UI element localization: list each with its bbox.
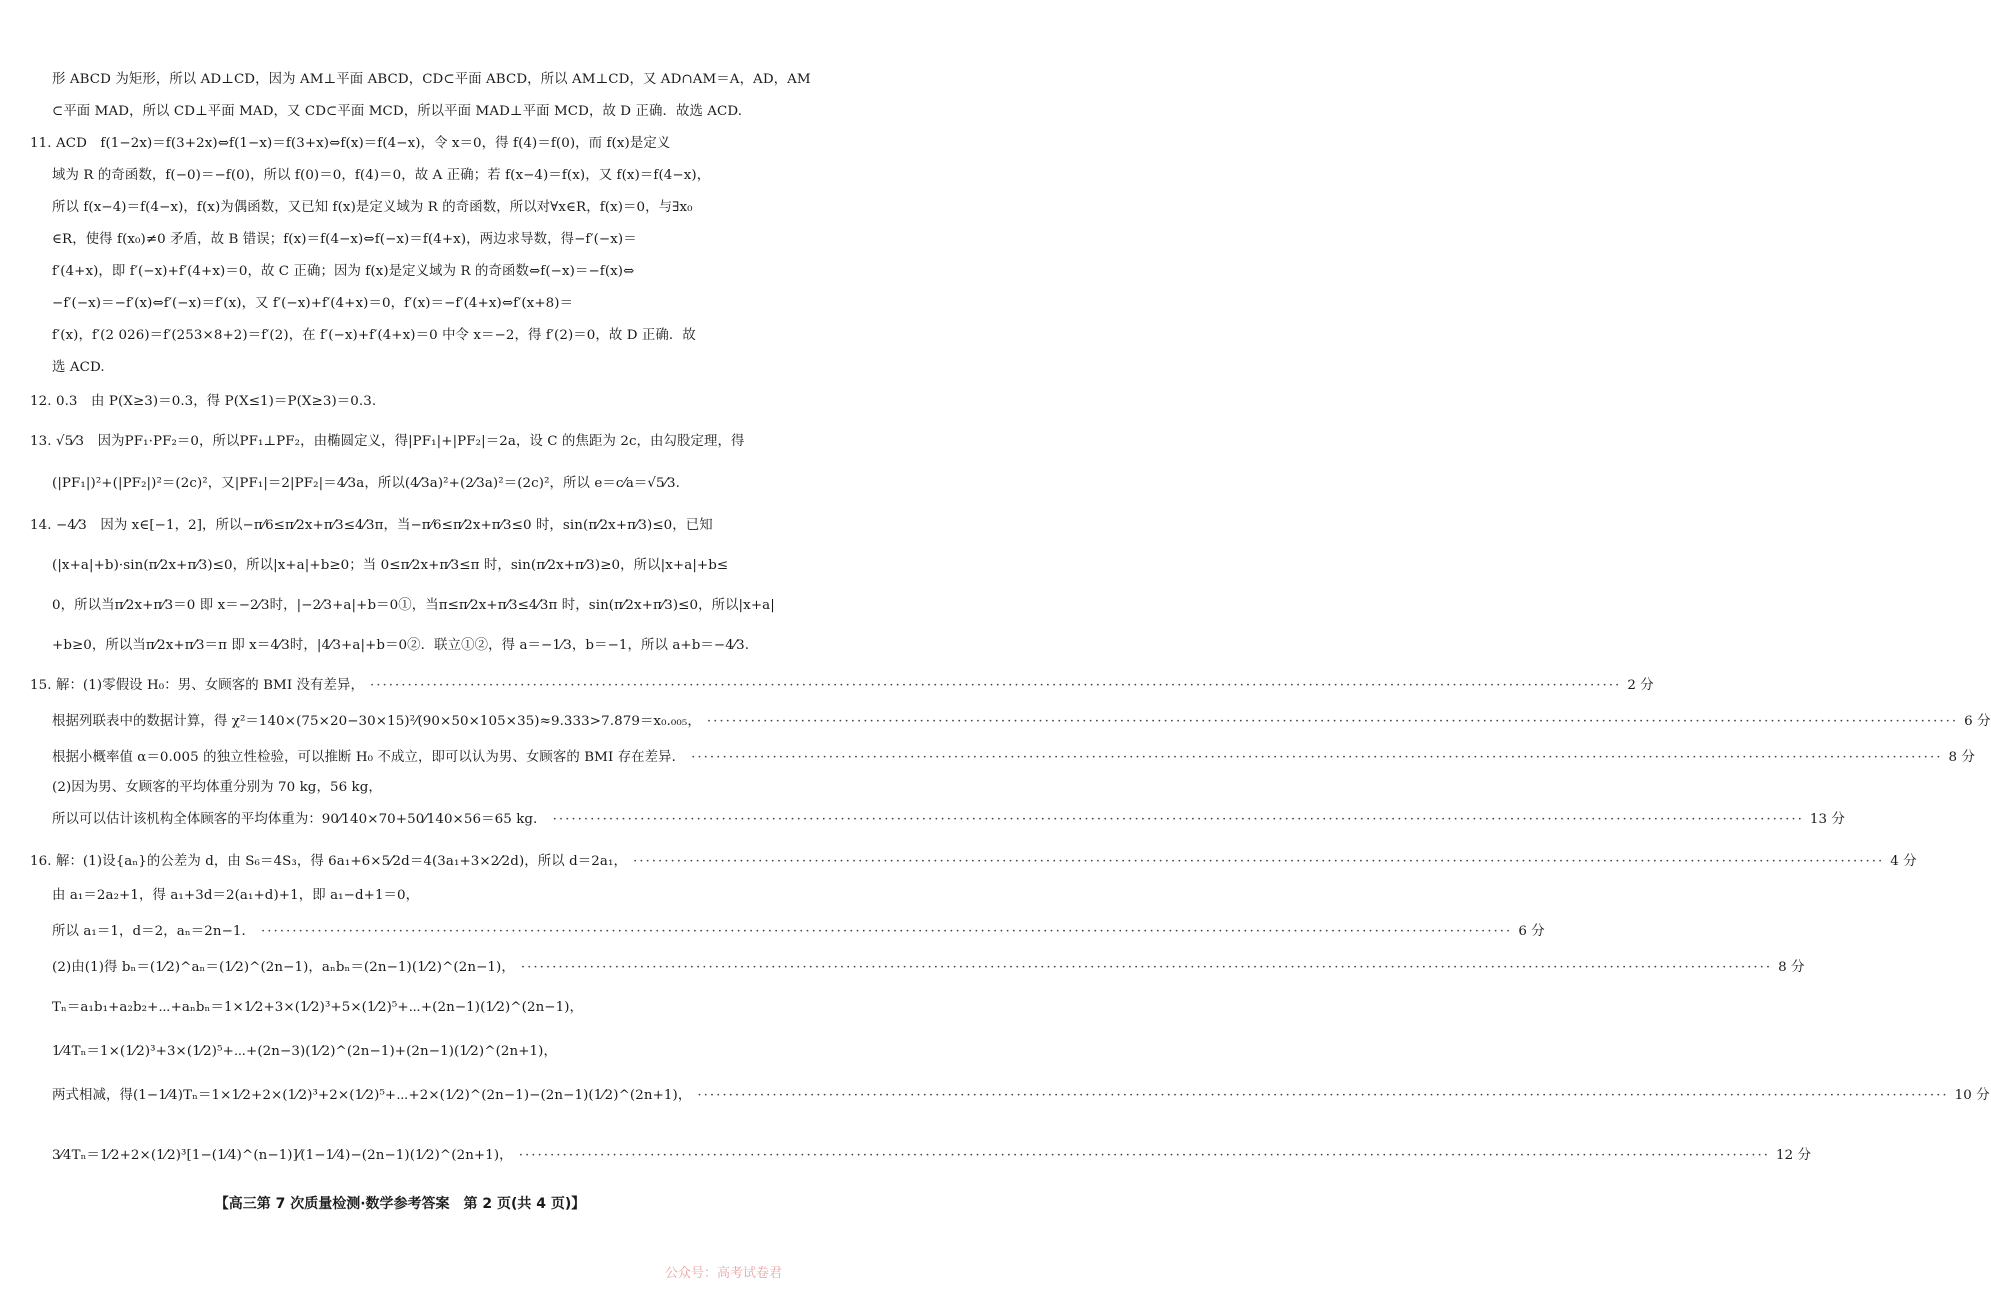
text-line: 形 ABCD 为矩形，所以 AD⊥CD，因为 AM⊥平面 ABCD，CD⊂平面 ABCD，所以 AM⊥CD，又 AD∩AM＝A，AD，AM [52, 72, 811, 87]
text-line: 由 a₁＝2a₂+1，得 a₁+3d＝2(a₁+d)+1，即 a₁−d+1＝0， [52, 888, 420, 903]
leader-dots: ········································································································································································································ [520, 960, 1773, 975]
text-line: 12. 0.3 由 P(X≥3)＝0.3，得 P(X≤1)＝P(X≥3)＝0.3. [30, 394, 377, 409]
text-line: ⊂平面 MAD，所以 CD⊥平面 MAD，又 CD⊂平面 MCD，所以平面 MAD⊥平面 MCD，故 D 正确．故选 ACD. [52, 104, 743, 119]
scored-line [52, 1086, 1990, 1108]
scored-line [52, 810, 1845, 832]
scored-line [52, 922, 1545, 944]
text-line: f′(x)，f′(2 026)＝f′(253×8+2)＝f′(2)，在 f′(−x)+f′(4+x)＝0 中令 x＝−2，得 f′(2)＝0，故 D 正确．故 [52, 328, 696, 343]
scored-line [30, 852, 1917, 874]
line-text: (2)由(1)得 bₙ＝(1⁄2)^aₙ＝(1⁄2)^(2n−1)，aₙbₙ＝(2n−1)(1⁄2)^(2n−1)， [52, 960, 515, 975]
leader-dots: ········································································································································································································ [691, 750, 1943, 765]
line-text: 两式相减，得(1−1⁄4)Tₙ＝1×1⁄2+2×(1⁄2)³+2×(1⁄2)⁵+⋯+2×(1⁄2)^(2n−1)−(2n−1)(1⁄2)^(2n+1)， [52, 1088, 692, 1103]
leader-dots: ········································································································································································································ [518, 1148, 1770, 1163]
text-line: 所以 f(x−4)＝f(4−x)，f(x)为偶函数，又已知 f(x)是定义域为 R 的奇函数，所以对∀x∈R，f(x)＝0，与∃x₀ [52, 200, 693, 215]
text-line: f′(4+x)，即 f′(−x)+f′(4+x)＝0，故 C 正确；因为 f(x)是定义域为 R 的奇函数⇔f(−x)＝−f(x)⇔ [52, 264, 635, 279]
text-line: ∈R，使得 f(x₀)≠0 矛盾，故 B 错误；f(x)＝f(4−x)⇔f(−x)＝f(4+x)，两边求导数，得−f′(−x)＝ [52, 232, 637, 247]
text-line: (2)因为男、女顾客的平均体重分别为 70 kg，56 kg， [52, 780, 382, 795]
leader-dots: ········································································································································································································ [370, 678, 1622, 693]
text-line: 1⁄4Tₙ＝1×(1⁄2)³+3×(1⁄2)⁵+⋯+(2n−3)(1⁄2)^(2n−1)+(2n−1)(1⁄2)^(2n+1)， [52, 1044, 557, 1059]
leader-dots: ········································································································································································································ [632, 854, 1885, 869]
line-text: 16. 解：(1)设{aₙ}的公差为 d，由 S₆＝4S₃，得 6a₁+6×5⁄2d＝4(3a₁+3×2⁄2d)，所以 d＝2a₁， [30, 854, 627, 869]
score-label: 12 分 [1776, 1148, 1812, 1163]
scored-line [52, 712, 1991, 734]
score-label: 6 分 [1964, 714, 1991, 729]
leader-dots: ········································································································································································································ [706, 714, 1959, 729]
text-line: (|PF₁|)²+(|PF₂|)²＝(2c)²，又|PF₁|＝2|PF₂|＝4⁄3a，所以(4⁄3a)²+(2⁄3a)²＝(2c)²，所以 e＝c⁄a＝√5⁄3. [52, 476, 680, 491]
text-line: +b≥0，所以当π⁄2x+π⁄3＝π 即 x＝4⁄3时，|4⁄3+a|+b＝0②．联立①②，得 a＝−1⁄3，b＝−1，所以 a+b＝−4⁄3. [52, 638, 750, 653]
text-line: 选 ACD. [52, 360, 105, 375]
text-line: 11. ACD f(1−2x)＝f(3+2x)⇔f(1−x)＝f(3+x)⇔f(x)＝f(4−x)，令 x＝0，得 f(4)＝f(0)，而 f(x)是定义 [30, 136, 671, 151]
score-label: 13 分 [1809, 812, 1845, 827]
text-line: −f′(−x)＝−f′(x)⇔f′(−x)＝f′(x)，又 f′(−x)+f′(4+x)＝0，f′(x)＝−f′(4+x)⇔f′(x+8)＝ [52, 296, 574, 311]
score-label: 6 分 [1518, 924, 1545, 939]
line-text: 根据小概率值 α＝0.005 的独立性检验，可以推断 H₀ 不成立，即可以认为男、女顾客的 BMI 存在差异． [52, 750, 686, 765]
leader-dots: ········································································································································································································ [261, 924, 1513, 939]
score-label: 2 分 [1627, 678, 1654, 693]
text-line: 13. √5⁄3 因为PF₁·PF₂＝0，所以PF₁⊥PF₂，由椭圆定义，得|PF₁|+|PF₂|＝2a，设 C 的焦距为 2c，由勾股定理，得 [30, 434, 745, 449]
scored-line [52, 958, 1805, 980]
leader-dots: ········································································································································································································ [697, 1088, 1949, 1103]
score-label: 4 分 [1890, 854, 1917, 869]
score-label: 8 分 [1778, 960, 1805, 975]
text-line: 域为 R 的奇函数，f(−0)＝−f(0)，所以 f(0)＝0，f(4)＝0，故 A 正确；若 f(x−4)＝f(x)，又 f(x)＝f(4−x)， [52, 168, 711, 183]
scored-line [52, 1146, 1812, 1168]
line-text: 3⁄4Tₙ＝1⁄2+2×(1⁄2)³[1−(1⁄4)^(n−1)]⁄(1−1⁄4)−(2n−1)(1⁄2)^(2n+1)， [52, 1148, 513, 1163]
text-line: 14. −4⁄3 因为 x∈[−1，2]，所以−π⁄6≤π⁄2x+π⁄3≤4⁄3π，当−π⁄6≤π⁄2x+π⁄3≤0 时，sin(π⁄2x+π⁄3)≤0，已知 [30, 518, 713, 533]
line-text: 15. 解：(1)零假设 H₀：男、女顾客的 BMI 没有差异， [30, 678, 365, 693]
score-label: 10 分 [1954, 1088, 1990, 1103]
page-footer: 【高三第 7 次质量检测·数学参考答案 第 2 页(共 4 页)】 [214, 1196, 586, 1212]
line-text: 所以 a₁＝1，d＝2，aₙ＝2n−1． [52, 924, 256, 939]
scored-line [30, 676, 1654, 698]
line-text: 根据列联表中的数据计算，得 χ²＝140×(75×20−30×15)²⁄(90×50×105×35)≈9.333>7.879＝x₀.₀₀₅， [52, 714, 701, 729]
line-text: 所以可以估计该机构全体顾客的平均体重为：90⁄140×70+50⁄140×56＝65 kg． [52, 812, 547, 827]
leader-dots: ········································································································································································································ [552, 812, 1804, 827]
score-label: 8 分 [1948, 750, 1975, 765]
watermark: 公众号：高考试卷君 [664, 1266, 782, 1281]
text-line: 0，所以当π⁄2x+π⁄3＝0 即 x＝−2⁄3时，|−2⁄3+a|+b＝0①，当π≤π⁄2x+π⁄3≤4⁄3π 时，sin(π⁄2x+π⁄3)≤0，所以|x+a| [52, 598, 775, 613]
text-line: Tₙ＝a₁b₁+a₂b₂+⋯+aₙbₙ＝1×1⁄2+3×(1⁄2)³+5×(1⁄2)⁵+⋯+(2n−1)(1⁄2)^(2n−1)， [52, 1000, 584, 1015]
scored-line [52, 748, 1975, 770]
text-line: (|x+a|+b)·sin(π⁄2x+π⁄3)≤0，所以|x+a|+b≥0；当 0≤π⁄2x+π⁄3≤π 时，sin(π⁄2x+π⁄3)≥0，所以|x+a|+b≤ [52, 558, 729, 573]
